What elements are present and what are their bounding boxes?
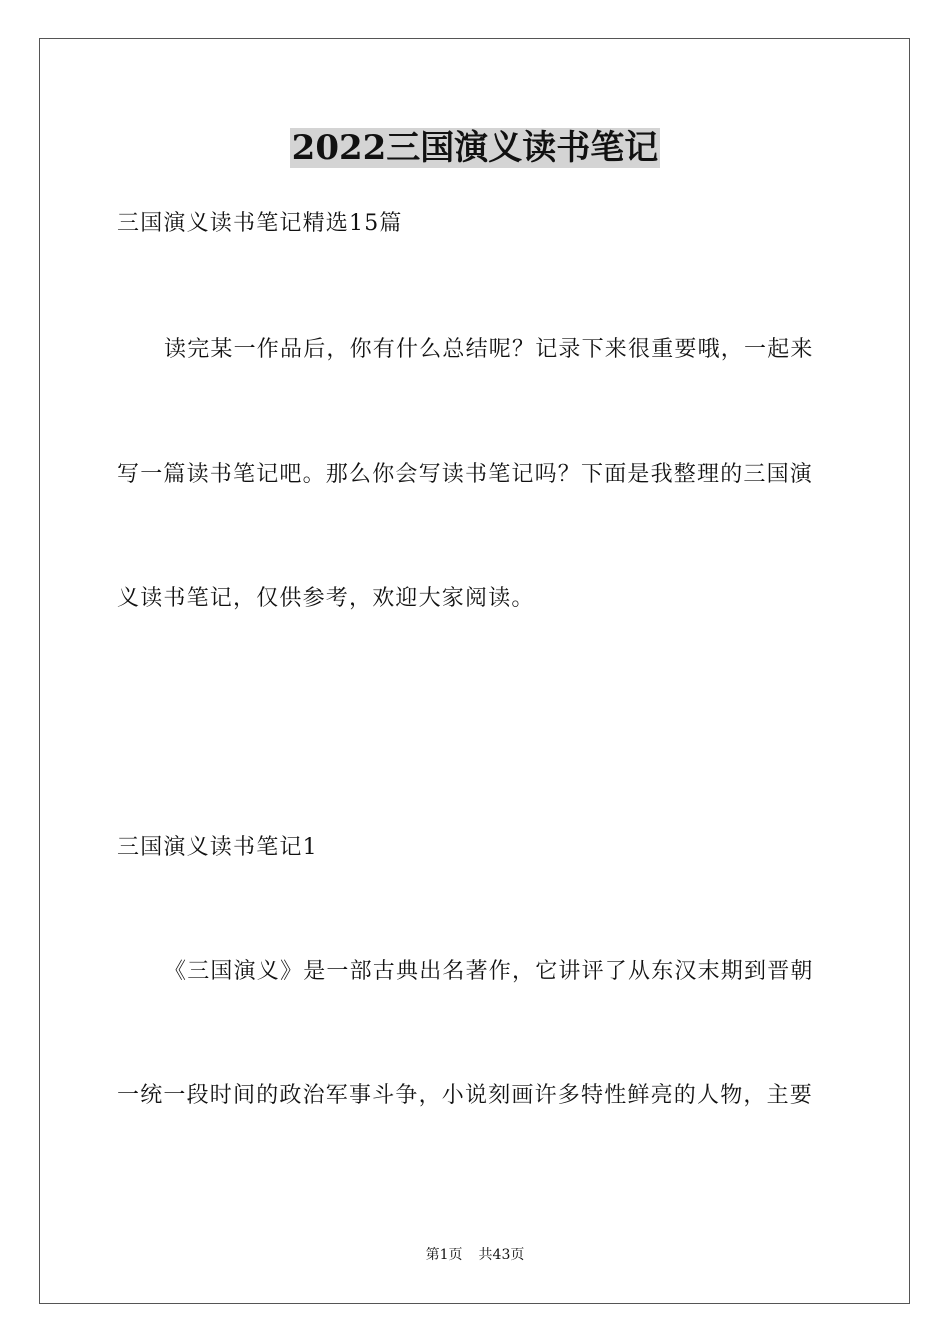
document-subtitle: 三国演义读书笔记精选15篇 xyxy=(117,211,403,236)
page-total: 共43页 xyxy=(478,1247,525,1263)
section-heading: 三国演义读书笔记1 xyxy=(117,835,318,860)
intro-line-1: 读完某一作品后，你有什么总结呢？记录下来很重要哦，一起来 xyxy=(164,337,814,362)
section-line-2: 一统一段时间的政治军事斗争，小说刻画许多特性鲜亮的人物，主要 xyxy=(117,1083,814,1108)
document-title-text: 2022三国演义读书笔记 xyxy=(291,128,659,168)
document-title xyxy=(0,126,950,170)
intro-line-2: 写一篇读书笔记吧。那么你会写读书笔记吗？下面是我整理的三国演 xyxy=(117,462,814,487)
section-line-1: 《三国演义》是一部古典出名著作，它讲评了从东汉末期到晋朝 xyxy=(164,959,814,984)
page-number: 第1页 xyxy=(425,1247,463,1263)
intro-line-3: 义读书笔记，仅供参考，欢迎大家阅读。 xyxy=(117,586,535,611)
page-footer xyxy=(0,1245,950,1265)
